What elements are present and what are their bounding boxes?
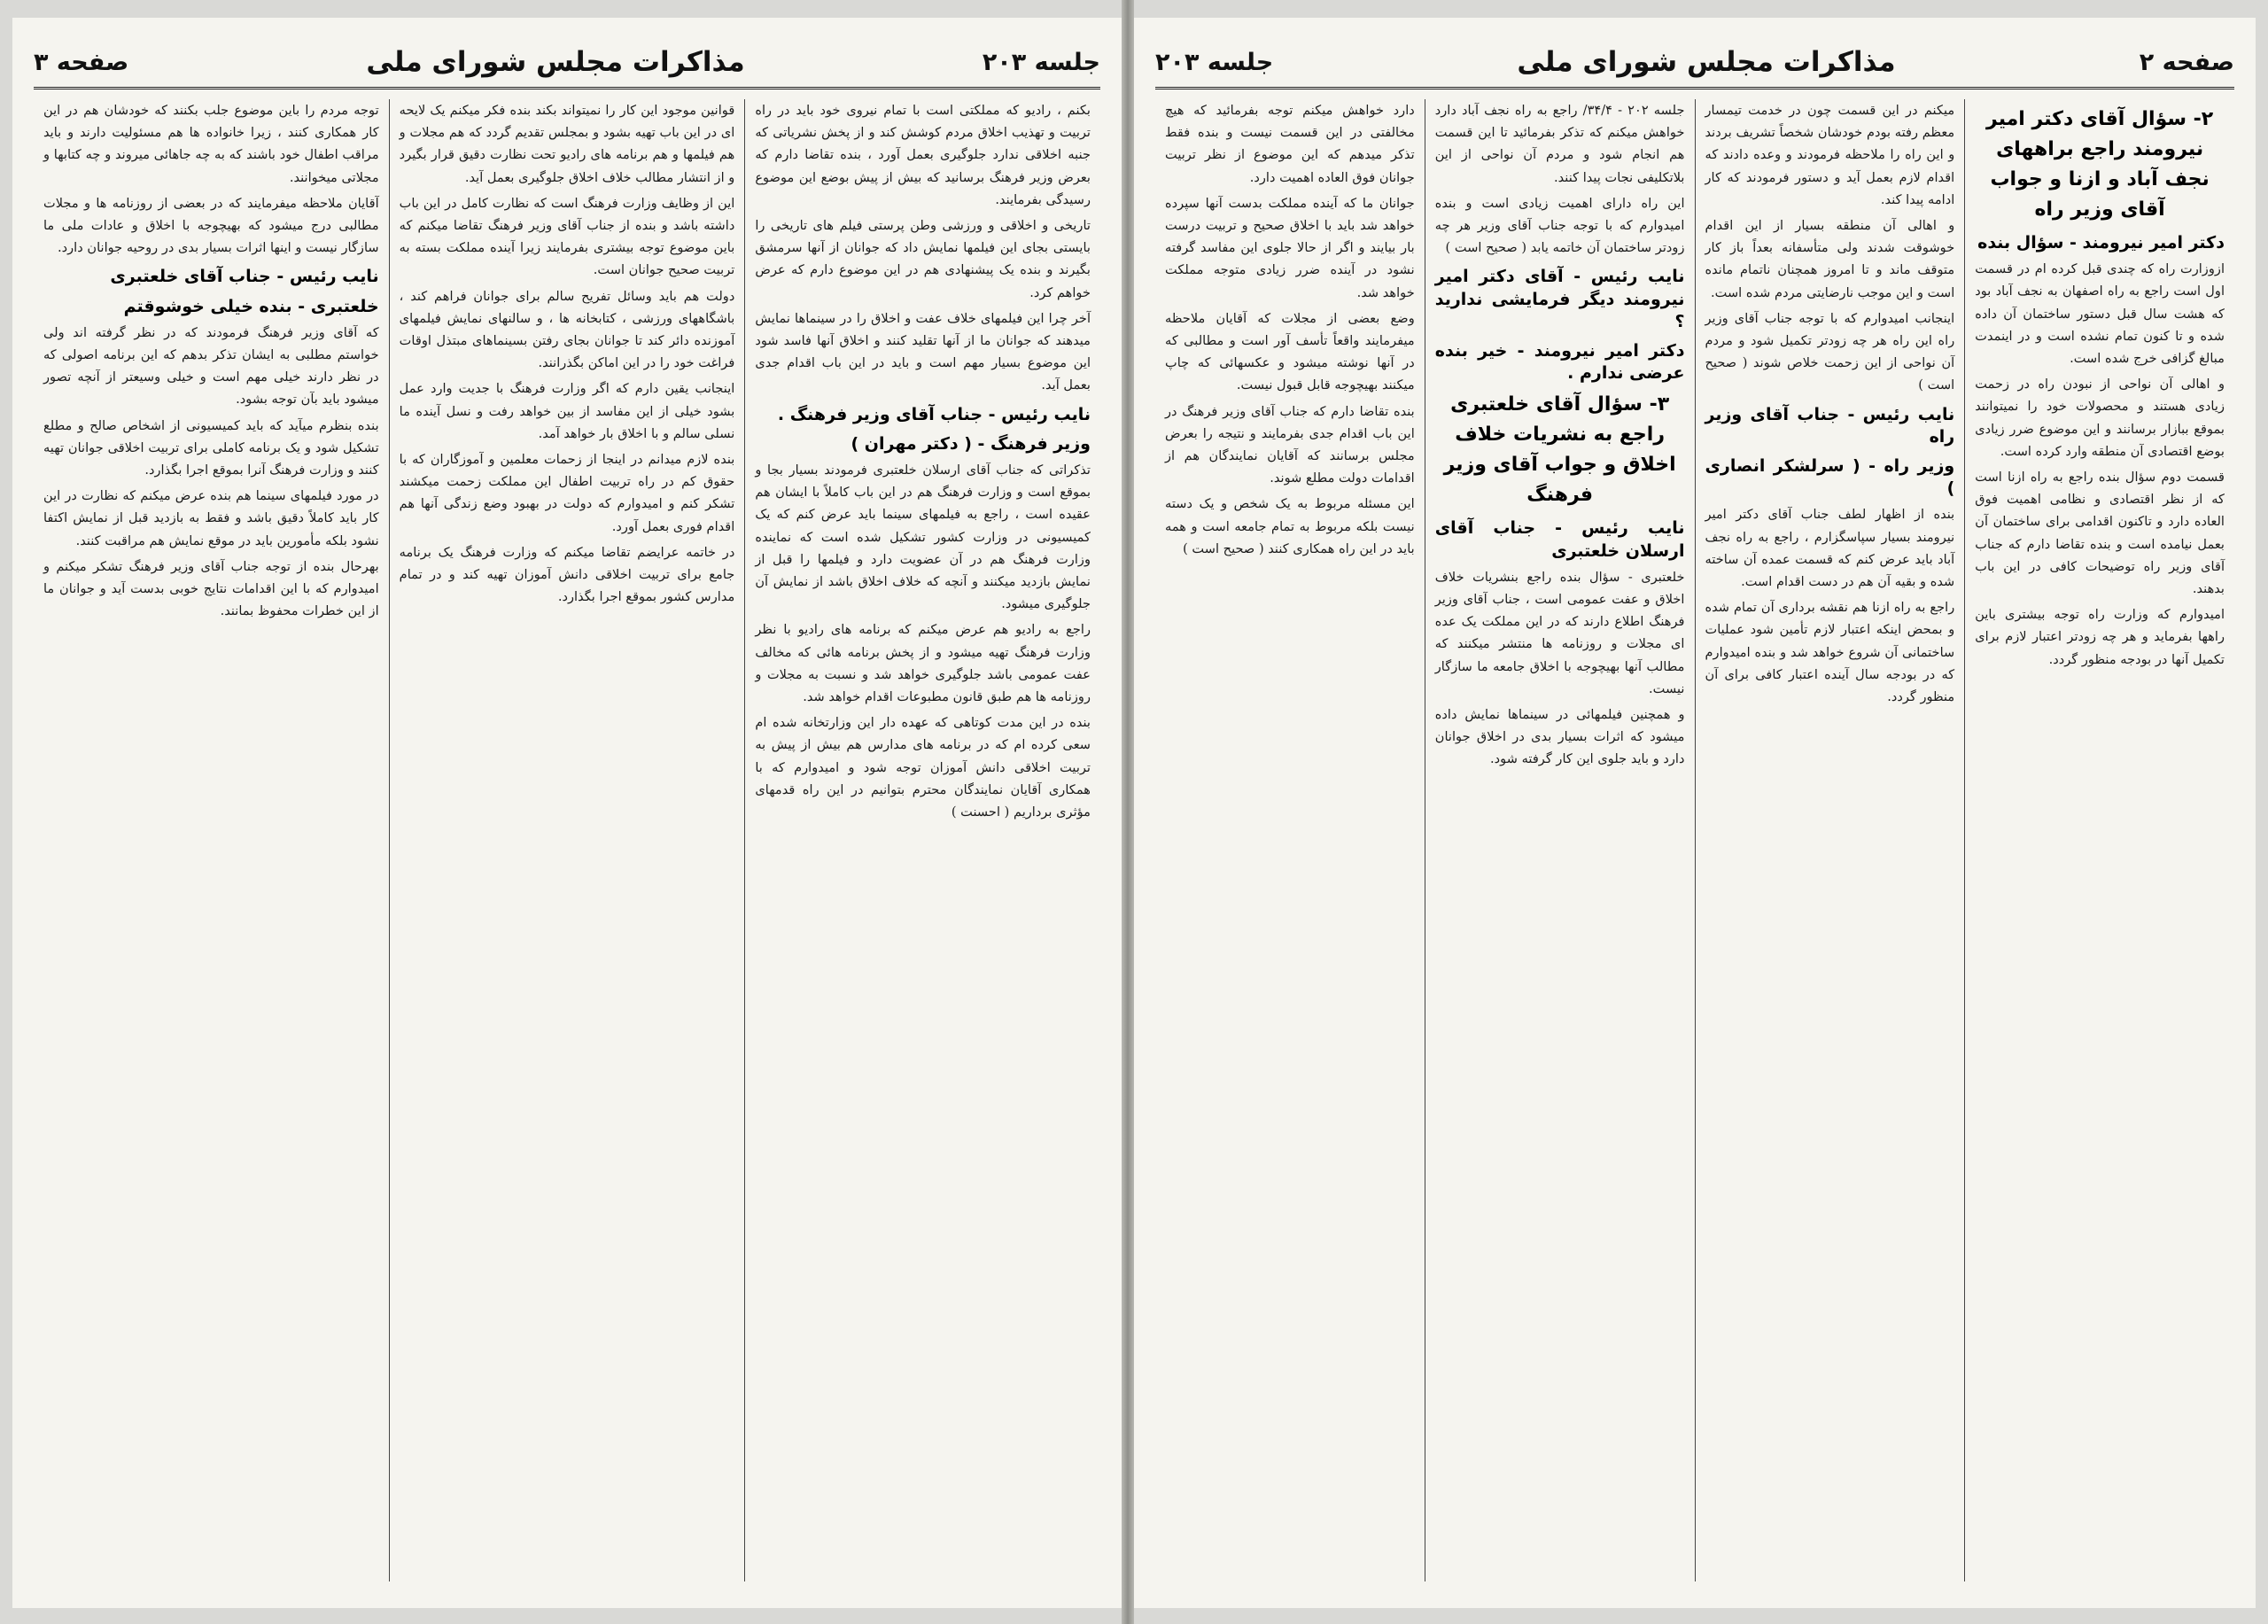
paragraph: این راه دارای اهمیت زیادی است و بنده امیدوارم که با توجه جناب آقای وزیر هر چه زودتر ساختمان آن خاتمه یابد ( صحیح است ) (1434, 195, 1685, 256)
paragraph: این مسئله مربوط به یک شخص و یک دسته نیست بلکه مربوط به تمام جامعه است و همه باید در این راه همکاری کنند ( صحیح است ) (1165, 496, 1415, 556)
paragraph: ازوزارت راه که چندی قبل کرده ام در قسمت اول است راجع به راه اصفهان به نجف آباد بود که هشت سال قبل دستور ساختمان آن داده شده و تا کنون تمام نشده است و در اینمدت مبالغ گزافی خرج شده است. (1975, 261, 2225, 367)
paragraph: میکنم در این قسمت چون در خدمت تیمسار معظم رفته بودم خودشان شخصاً تشریف بردند و این راه را ملاحظه فرمودند و وعده دادند که اقدام لازم بعمل آید و دستور فرمودند که کار ادامه پیدا کند. (1705, 103, 1955, 207)
speaker-line: دکتر امیر نیرومند - سؤال بنده (1977, 233, 2225, 253)
paragraph: تذکراتی که جناب آقای ارسلان خلعتبری فرمودند بسیار بجا و بموقع است و وزارت فرهنگ هم در این باب کاملاً با ایشان هم عقیده است ، راجع به فیلمهای سینما باید عرض کنم که یک کمیسیونی در وزارت کشور تشکیل شده است که نماینده وزارت فرهنگ هم در آن عضویت دارد و فیلمها را قبل از نمایش بازدید میکنند و آنچه که خلاف اخلاق باشد از نمایش آن جلوگیری میشود. (755, 462, 1091, 612)
paragraph: بنده در این مدت کوتاهی که عهده دار این وزارتخانه شده ام سعی کرده ام که در برنامه های مدارس هم بیش از پیش به تربیت اخلاقی دانش آموزان توجه شود و امیدوارم که با همکاری آقایان نمایندگان محترم بتوانیم در این راه قدمهای مؤثری برداریم ( احسنت ) (755, 715, 1091, 820)
paragraph: دارد خواهش میکنم توجه بفرمائید که هیچ مخالفتی در این قسمت نیست و بنده فقط تذکر میدهم که این موضوع از نظر تربیت جوانان فوق العاده اهمیت دارد. (1165, 103, 1415, 185)
paragraph: و اهالی آن نواحی از نبودن راه در زحمت زیادی هستند و محصولات خود را نمیتوانند بموقع ببازار برسانند و این موضوع ضرر زیادی بوضع اقتصادی آن منطقه وارد کرده است. (1975, 377, 2225, 459)
paragraph: بکنم ، رادیو که مملکتی است با تمام نیروی خود باید در راه تربیت و تهذیب اخلاق مردم کوشش کند و از پخش نشریاتی که جنبه اخلاقی ندارد جلوگیری بعمل آورد ، بنده تقاضا دارم که بعرض وزیر فرهنگ برسانید که بیش از پیش بوضع این موضوع رسیدگی بفرمایند. (755, 103, 1091, 207)
paragraph: اینجانب یقین دارم که اگر وزارت فرهنگ با جدیت وارد عمل بشود خیلی از این مفاسد از بین خواهد رفت و نسل آینده ما نسلی سالم و با اخلاق بار خواهد آمد. (399, 381, 735, 441)
speaker-line: نایب رئیس - جناب آقای خلعتبری (110, 267, 379, 287)
paragraph: در مورد فیلمهای سینما هم بنده عرض میکنم که نظارت در این کار باید کاملاً دقیق باشد و فقط به بازدید قبل از نمایش اکتفا نشود بلکه مأمورین باید در موقع نمایش هم مراقبت کنند. (43, 488, 379, 548)
right-page-session: جلسه ۲۰۳ (1155, 48, 1274, 76)
paragraph: اینجانب امیدوارم که با توجه جناب آقای وزیر راه این راه هر چه زودتر تکمیل شود و مردم آن نواحی از این زحمت خلاص شوند ( صحیح است ) (1705, 310, 1955, 393)
left-page-header (34, 37, 1100, 89)
left-page-number: صفحه ۳ (34, 48, 129, 76)
paragraph: بهرحال بنده از توجه جناب آقای وزیر فرهنگ تشکر میکنم و امیدوارم که با این اقدامات نتایج خوبی بدست آید و جوانان ما از این خطرات محفوظ بمانند. (43, 558, 379, 619)
right-column-3 (1425, 99, 1695, 1581)
section-heading: ۳- سؤال آقای خلعتبری راجع به نشریات خلاف اخلاق و جواب آقای وزیر فرهنگ (1443, 393, 1676, 507)
paragraph: توجه مردم را باین موضوع جلب بکنند که خودشان هم در این کار همکاری کنند ، زیرا خانواده ها هم مسئولیت دارند و باید مراقب اطفال خود باشند که به چه جاهائی میروند و چه کتابها و مجلاتی میخوانند. (43, 103, 379, 185)
paragraph: خلعتبری - سؤال بنده راجع بنشریات خلاف اخلاق و عفت عمومی است ، جناب آقای وزیر فرهنگ اطلاع دارند که در این مملکت یک عده ای مجلات و روزنامه ها منتشر میکنند که مطالب آنها بهیچوجه با اخلاق جامعه ما سازگار نیست. (1434, 569, 1685, 696)
paragraph: قوانین موجود این کار را نمیتواند بکند بنده فکر میکنم یک لایحه ای در این باب تهیه بشود و بمجلس تقدیم گردد که هم مجلات و هم فیلمها و هم برنامه های رادیو تحت نظارت دقیق قرار بگیرد و از انتشار مطالب خلاف اخلاق جلوگیری بعمل آید. (399, 103, 735, 185)
paragraph: که آقای وزیر فرهنگ فرمودند که در نظر گرفته اند ولی خواستم مطلبی به ایشان تذکر بدهم که این برنامه اصولی که در نظر دارند خیلی مهم است و خیلی وسیعتر از آنچه تصور میشود باید بآن توجه بشود. (43, 324, 379, 408)
left-page-columns (34, 99, 1100, 1581)
paragraph: دولت هم باید وسائل تفریح سالم برای جوانان فراهم کند ، باشگاههای ورزشی ، کتابخانه ها ، و سالنهای نمایش فیلمهای آموزنده دائر کند تا جوانان بجای رفتن بسینماهای مبتذل اوقات فراغت خود را در این اماکن بگذرانند. (399, 288, 735, 371)
speaker-line: نایب رئیس - جناب آقای وزیر راه (1705, 404, 1955, 447)
right-page (1134, 18, 2256, 1608)
paragraph: آقایان ملاحظه میفرمایند که در بعضی از روزنامه ها و مجلات مطالبی درج میشود که بهیچوجه با اخلاق و عادات ملی ما سازگار نیست و اینها اثرات بسیار بدی در روحیه جوانان دارد. (43, 195, 379, 256)
right-page-number: صفحه ۲ (2139, 48, 2234, 76)
section-heading: ۲- سؤال آقای دکتر امیر نیرومند راجع براههای نجف آباد و ازنا و جواب آقای وزیر راه (1986, 108, 2214, 221)
paragraph: و همچنین فیلمهائی در سینماها نمایش داده میشود که اثرات بسیار بدی در اخلاق جوانان دارد و باید جلوی این کار گرفته شود. (1434, 707, 1685, 767)
paragraph: بنده از اظهار لطف جناب آقای دکتر امیر نیرومند بسیار سپاسگزارم ، راجع به راه نجف آباد باید عرض کنم که قسمت عمده آن ساخته شده و بقیه آن هم در دست اقدام است. (1705, 507, 1955, 590)
right-page-columns (1155, 99, 2234, 1581)
paragraph: این از وظایف وزارت فرهنگ است که نظارت کامل در این باب داشته باشد و بنده از جناب آقای وزیر فرهنگ تقاضا میکنم که باین موضوع توجه بیشتری بفرمایند زیرا آینده مملکت بسته به تربیت صحیح جوانان است. (399, 195, 735, 278)
right-page-title: مذاکرات مجلس شورای ملی (1517, 46, 1896, 78)
speaker-line: خلعتبری - بنده خیلی خوشوقتم (123, 296, 379, 316)
speaker-line: نایب رئیس - جناب آقای وزیر فرهنگ . (777, 404, 1091, 424)
speaker-line: نایب رئیس - آقای دکتر امیر نیرومند دیگر فرمایشی ندارید ؟ (1434, 267, 1685, 331)
paragraph: جوانان ما که آینده مملکت بدست آنها سپرده خواهد شد باید با اخلاق صحیح و تربیت درست بار بیایند و اگر از حالا جلوی این مفاسد گرفته نشود در آینده ضرر زیادی متوجه مملکت خواهد شد. (1165, 195, 1415, 300)
left-page-session: جلسه ۲۰۳ (982, 48, 1100, 76)
left-column-2 (389, 99, 745, 1581)
left-page-title: مذاکرات مجلس شورای ملی (366, 46, 745, 78)
paragraph: بنده لازم میدانم در اینجا از زحمات معلمین و آموزگاران که با حقوق کم در راه تربیت اطفال این مملکت زحمت میکشند تشکر کنم و امیدوارم که دولت در بهبود وضع زندگی آنها هم اقدام فوری بعمل آورد. (399, 452, 735, 534)
paragraph: بنده بنظرم میآید که باید کمیسیونی از اشخاص صالح و مطلع تشکیل شود و یک برنامه کاملی برای تربیت اخلاقی جوانان تهیه کنند و وزارت فرهنگ آنرا بموقع اجرا بگذارد. (43, 417, 379, 478)
paragraph: در خاتمه عرایضم تقاضا میکنم که وزارت فرهنگ یک برنامه جامع برای تربیت اخلاقی دانش آموزان تهیه کند و در تمام مدارس کشور بموقع اجرا بگذارد. (399, 544, 735, 605)
paragraph: راجع به راه ازنا هم نقشه برداری آن تمام شده و بمحض اینکه اعتبار لازم تأمین شود عملیات ساختمانی آن شروع خواهد شد و بنده امیدوارم که در بودجه سال آینده اعتبار کافی برای آن منظور گردد. (1705, 600, 1955, 705)
paragraph: بنده تقاضا دارم که جناب آقای وزیر فرهنگ در این باب اقدام جدی بفرمایند و نتیجه را بعرض مجلس برسانند که آقایان نمایندگان هم از اقدامات دولت مطلع شوند. (1165, 403, 1415, 486)
paragraph: تاریخی و اخلاقی و ورزشی وطن پرستی فیلم های تاریخی را بایستی بجای این فیلمها نمایش داد که جوانان از آنها سرمشق بگیرند و بنده یک پیشنهادی هم در این موضوع دارم که عرض خواهم کرد. (755, 218, 1091, 300)
left-column-3 (34, 99, 389, 1581)
paragraph: وضع بعضی از مجلات که آقایان ملاحظه میفرمایند واقعاً تأسف آور است و مطالبی که در آنها نوشته میشود و عکسهائی که چاپ میکنند بهیچوجه قابل قبول نیست. (1165, 310, 1415, 393)
left-page (12, 18, 1122, 1608)
speaker-line: نایب رئیس - جناب آقای ارسلان خلعتبری (1434, 518, 1685, 561)
right-column-2 (1695, 99, 1965, 1581)
paragraph: امیدوارم که وزارت راه توجه بیشتری باین راهها بفرماید و هر چه زودتر اعتبار لازم برای تکمیل آنها در بودجه منظور گردد. (1975, 607, 2225, 667)
paragraph: جلسه ۲۰۲ - ۳۴/۴/ راجع به راه نجف آباد دارد خواهش میکنم که تذکر بفرمائید تا این قسمت هم انجام شود و مردم آن نواحی از این بلاتکلیفی نجات پیدا کنند. (1434, 103, 1685, 185)
left-column-1 (744, 99, 1100, 1581)
right-page-header (1155, 37, 2234, 89)
paragraph: قسمت دوم سؤال بنده راجع به راه ازنا است که از نظر اقتصادی و نظامی اهمیت فوق العاده دارد و تاکنون اقدامی برای ساختمان آن بعمل نیامده است و بنده تقاضا دارم که جناب آقای وزیر راه توضیحات کافی در این باب بدهند. (1975, 470, 2225, 597)
paragraph: راجع به رادیو هم عرض میکنم که برنامه های رادیو با نظر وزارت فرهنگ تهیه میشود و از پخش برنامه هائی که مخالف عفت عمومی باشد جلوگیری خواهد شد و نسبت به مجلات و روزنامه ها هم طبق قانون مطبوعات اقدام خواهد شد. (755, 622, 1091, 705)
page-gutter (1122, 0, 1134, 1624)
right-column-1 (1964, 99, 2234, 1581)
speaker-line: وزیر راه - ( سرلشکر انصاری ) (1705, 456, 1955, 499)
paragraph: و اهالی آن منطقه بسیار از این اقدام خوشوقت شدند ولی متأسفانه بعداً باز کار متوقف ماند و تا امروز همچنان ناتمام مانده است و این موجب نارضایتی مردم شده است. (1705, 218, 1955, 300)
paragraph: آخر چرا این فیلمهای خلاف عفت و اخلاق را در سینماها نمایش میدهند که جوانان ما از آنها تقلید کنند و اخلاق آنها فاسد شود این موضوع بسیار مهم است و باید در این باب اقدام جدی بعمل آید. (755, 310, 1091, 393)
speaker-line: دکتر امیر نیرومند - خیر بنده عرضی ندارم . (1434, 341, 1685, 384)
speaker-line: وزیر فرهنگ - ( دکتر مهران ) (850, 433, 1091, 454)
right-column-4 (1155, 99, 1425, 1581)
